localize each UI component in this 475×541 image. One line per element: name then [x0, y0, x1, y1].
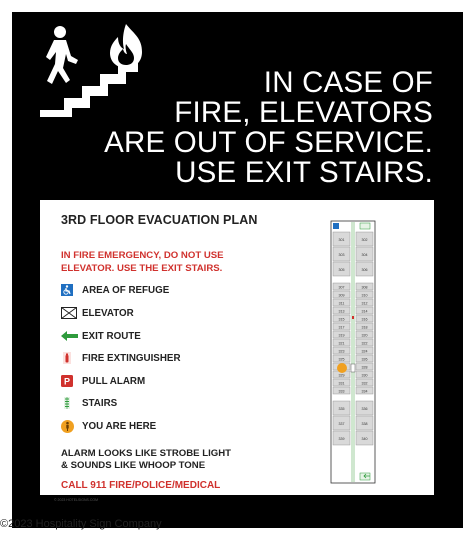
legend-item-extinguisher [61, 350, 181, 366]
wheelchair-icon [61, 284, 79, 296]
room-label: 336 [361, 406, 368, 411]
room-label: 310 [361, 293, 368, 298]
room-label: 339 [338, 436, 345, 441]
room-label: 311 [338, 301, 345, 306]
small-copyright: © 2023 HOTELSIGNS.COM [54, 498, 99, 502]
room-label: 326 [361, 357, 368, 362]
legend-item-refuge [61, 282, 169, 298]
room-label: 322 [361, 341, 368, 346]
room-label: 334 [361, 389, 368, 394]
room-label: 333 [338, 389, 345, 394]
legend-label-pull-alarm: PULL ALARM [82, 375, 146, 387]
headline-line-2: FIRE, ELEVATORS [174, 96, 433, 129]
room-label: 307 [338, 285, 345, 290]
alarm-description [61, 448, 231, 472]
extinguisher-marker [352, 316, 354, 319]
legend-item-stairs [61, 395, 117, 411]
room-label: 332 [361, 381, 368, 386]
legend-label-stairs: STAIRS [82, 397, 118, 409]
room-label: 330 [361, 373, 368, 378]
room-label: 318 [361, 325, 368, 330]
legend-label-extinguisher: FIRE EXTINGUISHER [82, 352, 181, 364]
alarm-line-1: ALARM LOOKS LIKE STROBE LIGHT [61, 448, 232, 459]
room-label: 329 [338, 373, 345, 378]
emergency-call-text: CALL 911 FIRE/POLICE/MEDICAL [61, 480, 221, 491]
headline [53, 68, 433, 188]
room-label: 338 [361, 421, 368, 426]
legend-label-elevator: ELEVATOR [82, 307, 134, 319]
room-label: 317 [338, 325, 345, 330]
legend-item-you-are-here [61, 418, 156, 434]
stairs-marker-top [360, 223, 370, 229]
you-are-here-marker [337, 363, 347, 373]
refuge-marker [333, 223, 339, 229]
room-label: 328 [361, 365, 368, 370]
room-label: 316 [361, 317, 368, 322]
evacuation-plan-panel [40, 200, 434, 502]
headline-line-4: USE EXIT STAIRS. [175, 156, 433, 189]
room-label: 301 [338, 237, 345, 242]
evacuation-sign [12, 12, 463, 528]
fire-extinguisher-icon [61, 352, 79, 364]
legend-label-you-are-here: YOU ARE HERE [82, 420, 157, 432]
fire-warning [61, 249, 224, 275]
elevator-icon [61, 307, 79, 319]
legend-item-elevator [61, 305, 134, 321]
room-label: 303 [338, 252, 345, 257]
room-label: 305 [338, 267, 345, 272]
room-label: 320 [361, 333, 368, 338]
plan-title: 3RD FLOOR EVACUATION PLAN [61, 213, 258, 227]
legend-item-exit-route [61, 328, 141, 344]
room-label: 315 [338, 317, 345, 322]
legend-label-refuge: AREA OF REFUGE [82, 284, 170, 296]
stairs-icon [61, 397, 79, 409]
room-label: 312 [361, 301, 368, 306]
room-label: 323 [338, 349, 345, 354]
arrow-left-icon [61, 331, 79, 341]
room-label: 313 [338, 309, 345, 314]
room-label: 314 [361, 309, 368, 314]
room-label: 325 [338, 357, 345, 362]
legend-item-pull-alarm [61, 373, 145, 389]
elevator-marker [351, 364, 355, 372]
legend-label-exit-route: EXIT ROUTE [82, 330, 141, 342]
room-label: 304 [361, 252, 368, 257]
pull-alarm-icon [61, 375, 79, 387]
room-label: 331 [338, 381, 345, 386]
room-label: 335 [338, 406, 345, 411]
headline-line-1: IN CASE OF [263, 66, 433, 99]
room-label: 340 [361, 436, 368, 441]
room-label: 308 [361, 285, 368, 290]
svg-text:P: P [63, 376, 71, 387]
footer-copyright: ©2023 Hospitality Sign Company [0, 518, 162, 530]
room-label: 306 [361, 267, 368, 272]
floor-plan-map [330, 220, 376, 484]
room-label: 309 [338, 293, 345, 298]
room-label: 324 [361, 349, 368, 354]
room-label: 319 [338, 333, 345, 338]
room-label: 321 [338, 341, 345, 346]
alarm-line-2: & SOUNDS LIKE WHOOP TONE [61, 460, 206, 471]
warning-line-2: ELEVATOR. USE THE EXIT STAIRS. [61, 263, 223, 274]
room-label: 337 [338, 421, 345, 426]
warning-line-1: IN FIRE EMERGENCY, DO NOT USE [61, 250, 224, 261]
corridor [351, 222, 355, 482]
room-label: 302 [361, 237, 368, 242]
headline-line-3: ARE OUT OF SERVICE. [104, 126, 433, 159]
you-are-here-icon [61, 420, 79, 433]
